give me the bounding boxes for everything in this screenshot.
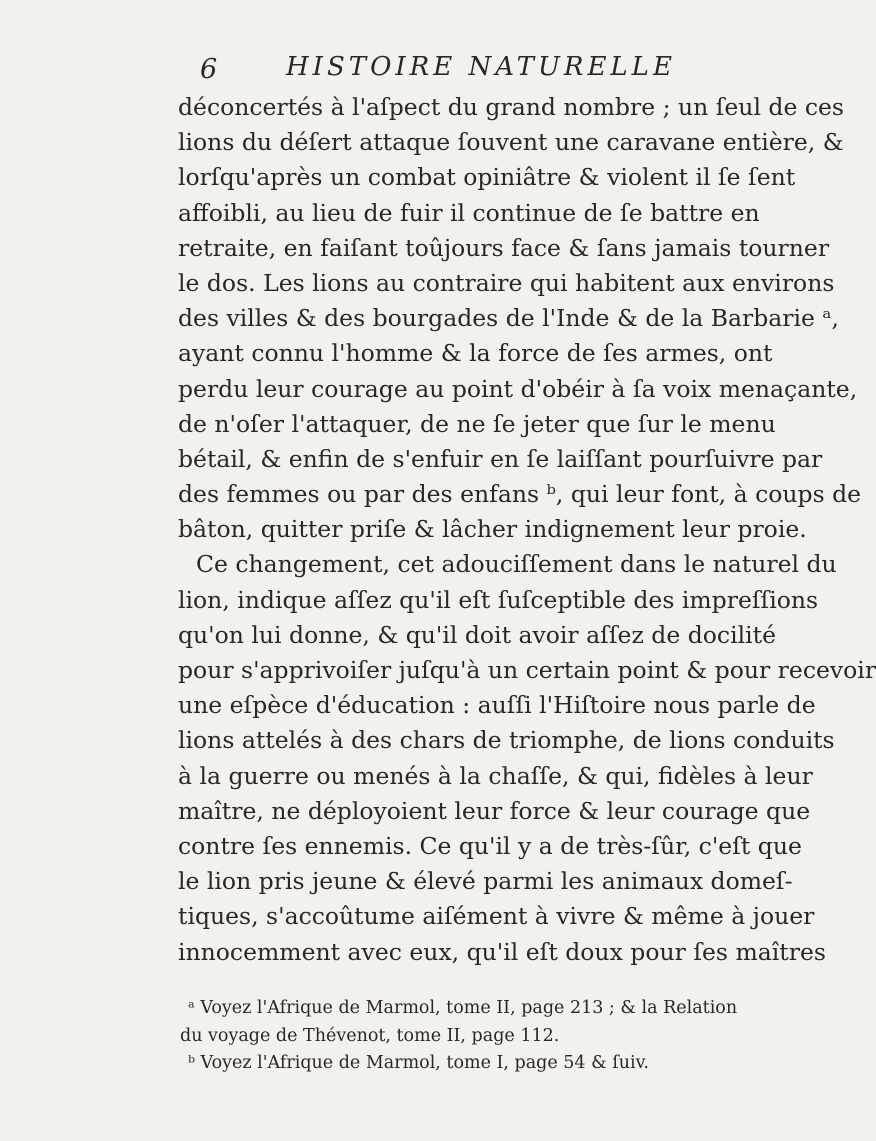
text-line: de n'oſer l'attaquer, de ne ſe jeter que ſur le menu bbox=[178, 409, 776, 438]
body-text bbox=[178, 90, 876, 970]
text-line: ayant connu l'homme & la force de ſes armes, ont bbox=[178, 339, 773, 368]
text-line: retraite, en faiſant toûjours face & ſans jamais tourner bbox=[178, 233, 830, 262]
text-line: déconcertés à l'aſpect du grand nombre ; un ſeul de ces bbox=[178, 93, 844, 121]
text-line: lions du déſert attaque ſouvent une caravane entière, & bbox=[178, 128, 844, 157]
text-line: contre ſes ennemis. Ce qu'il y a de très-ſûr, c'eſt que bbox=[178, 831, 802, 860]
running-title: HISTOIRE NATURELLE bbox=[286, 52, 676, 82]
text-line: une eſpèce d'éducation : auſſi l'Hiſtoire nous parle de bbox=[178, 691, 816, 720]
footnote-a-continued: du voyage de Thévenot, tome II, page 112. bbox=[180, 1025, 560, 1046]
footnote-a: ᵃ Voyez l'Afrique de Marmol, tome II, page 213 ; & la Relation bbox=[188, 998, 738, 1018]
text-line: bétail, & enfin de s'enfuir en ſe laiſſant pourſuivre par bbox=[178, 444, 823, 473]
text-line: des villes & des bourgades de l'Inde & de la Barbarie ᵃ, bbox=[178, 304, 839, 333]
page-number: 6 bbox=[200, 54, 218, 85]
text-line: qu'on lui donne, & qu'il doit avoir aſſez de docilité bbox=[178, 620, 776, 649]
text-line: lions attelés à des chars de triomphe, de lions conduits bbox=[178, 726, 835, 755]
text-line: lion, indique aſſez qu'il eſt ſuſceptible des impreſſions bbox=[178, 585, 819, 614]
text-line: à la guerre ou menés à la chaſſe, & qui, fidèles à leur bbox=[178, 761, 813, 790]
text-line: affoibli, au lieu de fuir il continue de ſe battre en bbox=[178, 198, 760, 227]
text-line: des femmes ou par des enfans ᵇ, qui leur font, à coups de bbox=[178, 480, 862, 509]
running-head bbox=[200, 48, 676, 88]
text-line: pour s'apprivoiſer juſqu'à un certain point & pour recevoir bbox=[178, 656, 876, 684]
text-line: maître, ne déployoient leur force & leur courage que bbox=[178, 796, 811, 825]
text-line: perdu leur courage au point d'obéir à ſa voix menaçante, bbox=[178, 374, 858, 403]
text-line: le lion pris jeune & élevé parmi les animaux domeſ- bbox=[178, 867, 793, 896]
text-line: lorſqu'après un combat opiniâtre & violent il ſe ſent bbox=[178, 163, 796, 192]
footnote-b: ᵇ Voyez l'Afrique de Marmol, tome I, page 54 & ſuiv. bbox=[188, 1053, 649, 1073]
text-line: tiques, s'accoûtume aiſément à vivre & même à jouer bbox=[178, 902, 815, 931]
text-line: le dos. Les lions au contraire qui habitent aux environs bbox=[178, 268, 835, 297]
text-line: innocemment avec eux, qu'il eſt doux pour ſes maîtres bbox=[178, 937, 826, 966]
text-line: bâton, quitter priſe & lâcher indignement leur proie. bbox=[178, 515, 807, 544]
footnotes bbox=[180, 995, 738, 1078]
text-line: Ce changement, cet adouciſſement dans le naturel du bbox=[196, 550, 837, 579]
